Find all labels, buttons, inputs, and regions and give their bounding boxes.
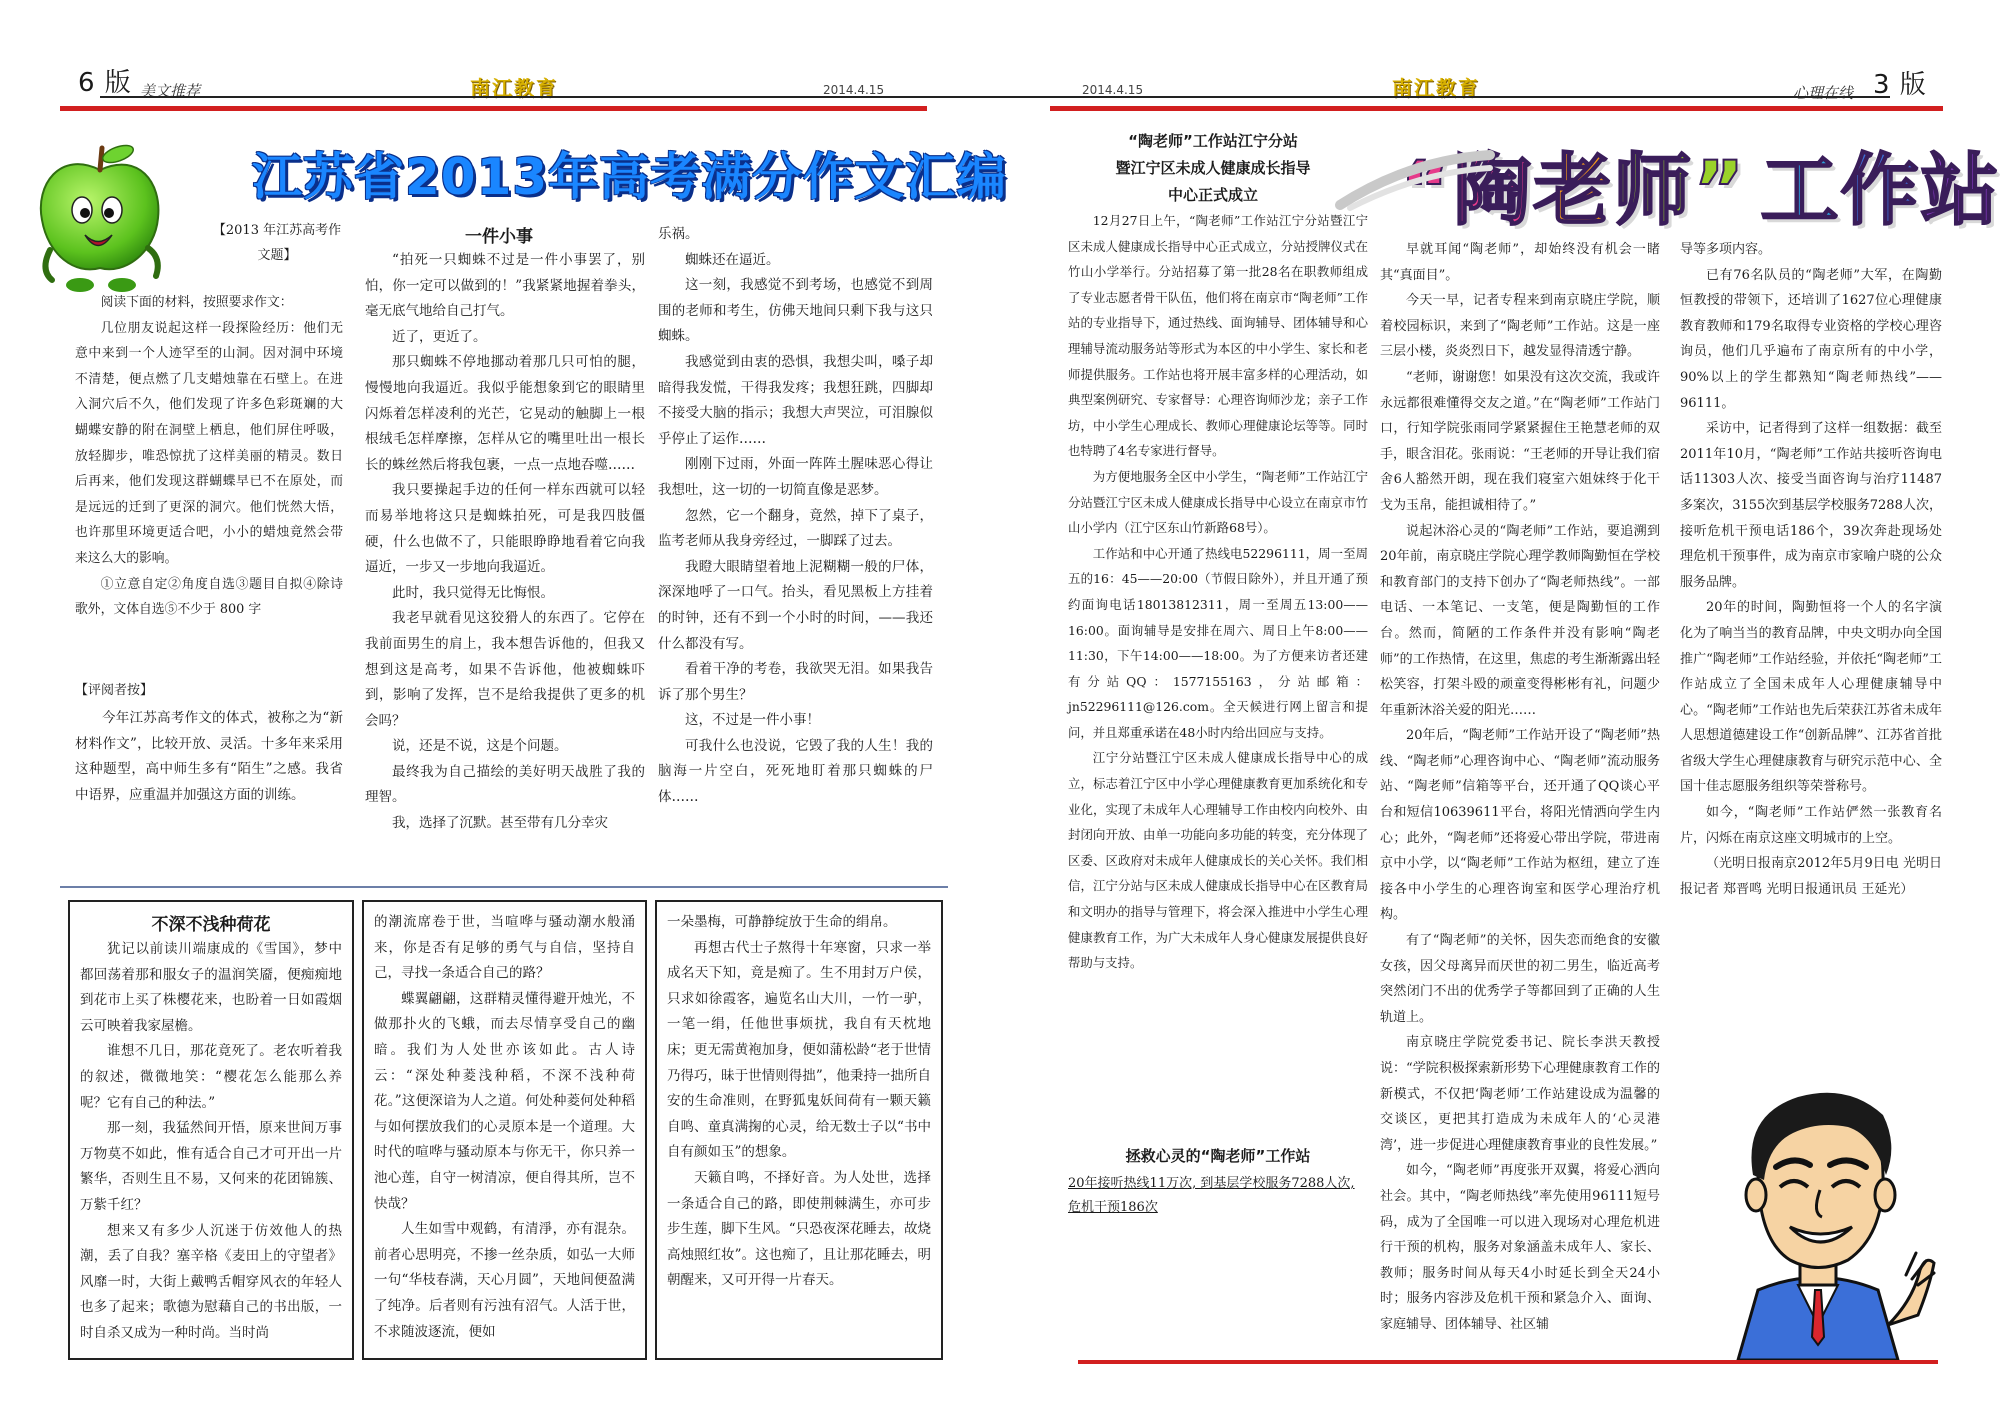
banner-char: 作 [1840,146,1921,236]
feature-paragraph: 今天一早，记者专程来到南京晓庄学院，顺着校园标识，来到了“陶老师”工作站。这是一座三层小楼，炎炎烈日下，越发显得清透宁静。 [1380,293,1660,360]
feature-paragraph: 导等多项内容。 [1680,242,1772,257]
comment-text: 今年江苏高考作文的体式，被称之为“新材料作文”，比较开放、灵活。十多年来采用这种题型，高中师生多有“陌生”之感。我省中语界，应重温并加强这方面的训练。 [75,710,343,803]
left-banner-title: 江苏省2013年高考满分作文汇编 [252,148,1008,206]
essay2-column-3 [667,910,931,1294]
left-red-rule [60,106,927,111]
feature-paragraph: 20年的时间，陶勤恒将一个人的名字演化为了响当当的教育品牌，中央文明办向全国推广“陶老师”工作站经验，并依托“陶老师”工作站成立了全国未成年人心理健康辅导中心。“陶老师”工作站也先后荣获江苏省未成年人思想道德建设工作“创新品牌”、江苏省首批省级大学生心理健康教育与研究示范中心、全国十佳志愿服务组织等荣誉称号。 [1680,600,1942,795]
right-edition-number: 3 版 [1873,70,1927,100]
essay1-paragraph: 最终我为自己描绘的美好明天战胜了我的理智。 [365,763,645,806]
lead-paragraph: 江宁分站暨江宁区未成人健康成长指导中心的成立，标志着江宁区中小学心理健康教育更加系统化和专业化，实现了未成年人心理辅导工作由校内向校外、由封闭向开放、由单一功能向多功能的转变，充分体现了区委、区政府对未成年人健康成长的关心关怀。我们相信，江宁分站与区未成人健康成长指导中心在区教育局和文明办的指导与管理下，将会深入推进中小学生心理健康教育工作，为广大未成年人身心健康发展提供良好帮助与支持。 [1068,750,1368,971]
feature-paragraph: 有了“陶老师”的关怀，因失恋而绝食的安徽女孩，因父母离异而厌世的初二男生，临近高考突然闭门不出的优秀学子等都回到了正确的人生轨道上。 [1380,933,1660,1025]
banner-char: 师” [1613,146,1747,236]
essay1-paragraph: 我只要操起手边的任何一样东西就可以轻而易举地将这只是蜘蛛拍死，可是我四肢僵硬，什么也做不了，只能眼睁睁地看着它向我逼近，一步又一步地向我逼近。 [365,482,645,576]
banner-char: 老 [1533,146,1614,236]
essay2-column-2 [374,910,635,1345]
essay1-paragraph: 我老早就看见这狡猾人的东西了。它停在我前面男生的肩上，我本想告诉他的，但我又想到这是高考，如果不告诉他，他被蜘蛛吓到，影响了发挥，岂不是给我提供了更多的机会吗？ [365,610,645,729]
lead-paragraph: 12月27日上午，“陶老师”工作站江宁分站暨江宁区未成人健康成长指导中心正式成立，分站授牌仪式在竹山小学举行。分站招募了第一批28名在职教师组成了专业志愿者骨干队伍，他们将在南京市“陶老师”工作站的专业指导下，通过热线、面询辅导、团体辅导和心理辅导流动服务站等形式为本区的中小学生、家长和老师提供服务。工作站也将开展丰富多样的心理活动，如典型案例研究、专家督导：心理咨询师沙龙；亲子工作坊，中小学生心理成长、教师心理健康论坛等等。同时也特聘了4名专家进行督导。 [1068,213,1368,459]
essay2-paragraph: 想来又有多少人沉迷于仿效他人的热潮，丢了自我？塞辛格《麦田上的守望者》风靡一时，大街上戴鸭舌帽穿风衣的年轻人也多了起来；歌德为慰藉自己的书出版，一时自杀又成为一种时尚。当时尚 [80,1222,342,1341]
essay2-paragraph: 蝶翼翩翩，这群精灵懂得避开烛光，不做那扑火的飞蛾，而去尽情享受自己的幽暗。我们为人处世亦该如此。古人诗云：“深处种菱浅种稻，不深不浅种荷花。”这便深谙为人之道。何处种菱何处种稻与如何摆放我们的心灵原本是一个道理。大时代的喧哗与骚动原本与你无干，你只养一池心莲，自守一树清凉，便自得其所，岂不快哉？ [374,990,635,1212]
essay1-paragraph: 蜘蛛还在逼近。 [685,251,780,268]
essay2-box-3 [655,900,943,1360]
section-divider [60,886,948,888]
lead-title [1078,128,1348,209]
header-rule [100,96,1890,98]
lead-title-line: “陶老师”工作站江宁分站 [1128,132,1298,150]
lead-paragraph: 工作站和中心开通了热线电52296111，周一至周五的16：45——20:00（节假日除外），并且开通了预约面询电话18013812311，周一至周五13:00——16:00。面询辅导是安排在周六、周日上午8:00——11:30，下午14:00——18:00。为了方便来访者还建有分站QQ：1577155163，分站邮箱：jn52296111@126.com。全天候进行网上留言和提问，并且郑重承诺在48小时内给出回应与支持。 [1068,545,1368,740]
essay2-paragraph: 天籁自鸣，不择好音。为人处世，选择一条适合自己的路，即使荆棘满生，亦可步步生莲，脚下生风。“只恐夜深花睡去，故烧高烛照红妆”。这也痴了，且让那花睡去，明朝醒来，又可开得一片春天。 [667,1169,931,1289]
essay1-paragraph: 刚刚下过雨，外面一阵阵土腥味恶心得让我想吐，这一切的一切简直像是恶梦。 [658,456,933,498]
feature-paragraph: 20年后，“陶老师”工作站开设了“陶老师”热线、“陶老师”心理咨询中心、“陶老师”流动服务站、“陶老师”信箱等平台，还开通了QQ谈心平台和短信10639611平台，将阳光情洒向学生内心；此外，“陶老师”还将爱心带出学院，带进南京中小学，以“陶老师”工作站为枢纽，建立了连接各中小学生的心理咨询室和医学心理治疗机构。 [1380,728,1660,923]
left-edition-number: 6 版 [78,68,132,98]
feature-paragraph: 已有76名队员的“陶老师”大军，在陶勤恒教授的带领下，还培训了1627位心理健康教育教师和179名取得专业资格的学校心理咨询员，他们几乎遍布了南京所有的中小学，90%以上的学生都熟知“陶老师热线”——96111。 [1680,267,1942,411]
feature-paragraph: 采访中，记者得到了这样一组数据：截至2011年10月，“陶老师”工作站共接听咨询电话11303人次、接受当面咨询与治疗11487多案次，3155次到基层学校服务7288人次，接听危机干预电话186个，39次奔赴现场处理危机干预事件，成为南京市家喻户晓的公众服务品牌。 [1680,421,1942,590]
essay1-paragraph: 乐祸。 [658,226,699,242]
essay2-paragraph: 的潮流席卷于世，当喧哗与骚动潮水般涌来，你是否有足够的勇气与自信，坚持自己，寻找一条适合自己的路？ [374,914,635,982]
essay1-paragraph: 我，选择了沉默。甚至带有几分幸灾 [392,815,608,832]
rescue-title: 拯救心灵的“陶老师”工作站 [1125,1147,1311,1165]
right-banner-title [1400,128,2001,240]
left-section-label: 美文推荐 [140,82,201,100]
feature-paragraph: 如今，“陶老师”工作站俨然一张教育名片，闪烁在南京这座文明城市的上空。 [1680,805,1942,846]
essay1-paragraph: 这，不过是一件小事！ [685,712,820,729]
exam-label: 【2013 年江苏高考作文题】 [212,223,342,263]
right-masthead: 南江教育 [1392,76,1480,100]
lead-paragraph: 为方便地服务全区中小学生，“陶老师”工作站江宁分站暨江宁区未成人健康成长指导中心设立在南京市竹山小学内（江宁区东山竹新路68号）。 [1068,468,1368,536]
right-date: 2014.4.15 [1082,83,1144,97]
right-section-label: 心理在线 [1793,84,1854,102]
prompt-paragraph: 阅读下面的材料，按照要求作文： [100,295,293,310]
prompt-column [75,290,343,623]
comment-label: 【评阅者按】 [75,683,154,698]
essay1-paragraph: 这一刻，我感觉不到考场，也感觉不到周围的老师和考生，仿佛天地间只剩下我与这只蜘蛛。 [658,277,933,345]
essay2-paragraph: 犹记以前读川端康成的《雪国》，梦中都回荡着那和服女子的温润笑靥，便痴痴地到花市上买了株樱花来，也盼着一日如霞烟云可映着我家屋檐。 [80,941,342,1034]
right-red-rule [1050,106,1943,111]
feature-paragraph: 南京晓庄学院党委书记、院长李洪天教授说：“学院积极探索新形势下心理健康教育工作的新模式，不仅把‘陶老师’工作站建设成为温馨的交谈区，更把其打造成为未成年人的‘心灵港湾’，进一步促进心理健康教育事业的良性发展。” [1380,1035,1660,1153]
essay1-column-1 [365,248,645,837]
right-bottom-red-rule [1078,1360,1938,1364]
banner-swoosh-icon [1340,150,1490,210]
left-masthead: 南江教育 [470,76,558,100]
essay1-paragraph: 说，还是不说，这是个问题。 [392,738,568,755]
essay1-paragraph: 忽然，它一个翻身，竟然，掉下了桌子，监考老师从我身旁经过，一脚踩了过去。 [658,507,933,550]
banner-char: “陶 [1400,146,1534,236]
feature-column-3 [1680,237,1942,902]
rescue-subtitle: 20年接听热线11万次, 到基层学校服务7288人次, 危机干预186次 [1068,1176,1355,1215]
banner-char: 站 [1920,146,2001,236]
byline: （光明日报南京2012年5月9日电 光明日报记者 郑晋鸣 光明日报通讯员 王延光） [1680,856,1942,897]
essay1-title: 一件小事 [465,227,533,247]
apple-mascot-icon [30,140,170,295]
feature-paragraph: “老师，谢谢您！如果没有这次交流，我或许永远都很难懂得交友之道。”在“陶老师”工作站门口，行知学院张雨同学紧紧握住王艳慧老师的双手，眼含泪花。张雨说：“王老师的开导让我们宿舍6人豁然开朗，现在我们寝室六姐妹终于化干戈为玉帛，能担诚相待了。” [1380,369,1660,513]
prompt-paragraph: 几位朋友说起这样一段探险经历：他们无意中来到一个人迹罕至的山洞。因对洞中环境不清楚，便点燃了几支蜡烛靠在石壁上。在进入洞穴后不久，他们发现了许多色彩斑斓的大蝴蝶安静的附在洞壁上栖息，他们屏住呼吸，放轻脚步，唯恐惊扰了这样美丽的精灵。数日后再来，他们发现这群蝴蝶早已不在原处，而是远远的迁到了更深的洞穴。他们恍然大悟，也许那里环境更适合吧，小小的蜡烛竟然会带来这么大的影响。 [75,320,343,566]
essay2-paragraph: 那一刻，我猛然间开悟，原来世间万事万物莫不如此，惟有适合自己才可开出一片繁华，否则生且不易，又何来的花团锦簇、万紫千红？ [80,1120,342,1213]
essay1-paragraph: 看着干净的考卷，我欲哭无泪。如果我告诉了那个男生？ [658,661,933,703]
essay1-paragraph: 可我什么也没说，它毁了我的人生！我的脑海一片空白，死死地盯着那只蜘蛛的尸体…… [658,737,933,806]
essay1-paragraph: 近了，更近了。 [392,328,487,345]
feature-paragraph: 说起沐浴心灵的“陶老师”工作站，要追溯到20年前，南京晓庄学院心理学教师陶勤恒在学校和教育部门的支持下创办了“陶老师热线”。一部电话、一本笔记、一支笔，便是陶勤恒的工作台。然而，简陋的工作条件并没有影响“陶老师”的工作热情，在这里，焦虑的考生渐渐露出轻松笑容，打架斗殴的顽童变得彬彬有礼，问题少年重新沐浴关爱的阳光…… [1380,523,1660,718]
essay2-box-2 [362,900,647,1360]
essay1-paragraph: 此时，我只觉得无比悔恨。 [392,584,554,601]
essay1-paragraph: 那只蜘蛛不停地挪动着那几只可怕的腿，慢慢地向我逼近。我似乎能想象到它的眼睛里闪烁着怎样凌利的光芒，它晃动的触脚上一根根绒毛怎样摩擦，怎样从它的嘴里吐出一根长长的蛛丝然后将我包裹，一点一点地吞噬…… [365,354,645,473]
essay2-paragraph: 谁想不几日，那花竟死了。老农听着我的叙述，微微地笑：“樱花怎么能那么养呢？它有自己的种法。” [80,1043,342,1111]
requirements-text: ①立意自定②角度自选③题目自拟④除诗歌外，文体自选⑤不少于 800 字 [75,576,343,618]
essay1-paragraph: 我感觉到由衷的恐惧，我想尖叫，嗓子却暗得我发慌，干得我发疼；我想狂跳，四脚却不接受大脑的指示；我想大声哭泣，可泪腺似乎停止了运作…… [658,353,933,447]
comment-column [75,706,343,808]
feature-column-2 [1380,237,1660,1338]
essay1-paragraph: “拍死一只蜘蛛不过是一件小事罢了，别怕，你一定可以做到的！”我紧紧地握着拳头，毫无底气地给自己打气。 [365,252,645,320]
lead-title-line: 暨江宁区未成人健康成长指导 [1115,159,1311,177]
essay2-paragraph: 人生如雪中观鹤，有清淨，亦有混杂。前者心思明亮，不掺一丝杂质，如弘一大师一句“华枝春满，天心月圆”，天地间便盈满了纯净。后者则有污浊有沼气。人活于世，不求随波逐流，便如 [374,1221,635,1340]
banner-char: 工 [1760,146,1841,236]
essay2-paragraph: 再想古代士子熬得十年寒窗，只求一举成名天下知，竟是痴了。生不用封万户侯，只求如徐霞客，遍览名山大川，一竹一驴，一笔一绢，任他世事烦扰，我自有天枕地床；更无需黄袍加身，便如蒲松龄“老于世情乃得巧，昧于世情则得拙”，他秉持一拙所自安的生命准则，在野狐鬼妖间荷有一颗天籁自鸣、童真满掬的心灵，给无数士子以“书中自有颜如玉”的想象。 [667,939,931,1161]
lead-title-line: 中心正式成立 [1167,186,1258,204]
essay2-column-1 [80,937,342,1347]
lead-column [1068,208,1368,976]
essay1-column-2 [658,222,933,811]
left-date: 2014.4.15 [823,83,885,97]
essay2-box-1 [68,900,354,1360]
essay2-title: 不深不浅种荷花 [151,915,271,935]
essay1-paragraph: 我瞪大眼睛望着地上泥糊糊一般的尸体，深深地呼了一口气。抬头，看见黑板上方挂着的时钟，还有不到一个小时的时间，——我还什么都没有写。 [658,558,933,652]
essay2-paragraph: 一朵墨梅，可静静绽放于生命的绢帛。 [667,914,897,930]
teacher-cartoon-portrait [1698,1075,1938,1360]
feature-paragraph: 如今，“陶老师”再度张开双翼，将爱心洒向社会。其中，“陶老师热线”率先使用96111短号码，成为了全国唯一可以进入现场对心理危机进行干预的机构，服务对象涵盖未成年人、家长、教师；服务时间从每天4小时延长到全天24小时；服务内容涉及危机干预和紧急介入、面询、家庭辅导、团体辅导、社区辅 [1380,1163,1660,1332]
feature-paragraph: 早就耳闻“陶老师”，却始终没有机会一睹其“真面目”。 [1380,242,1660,283]
